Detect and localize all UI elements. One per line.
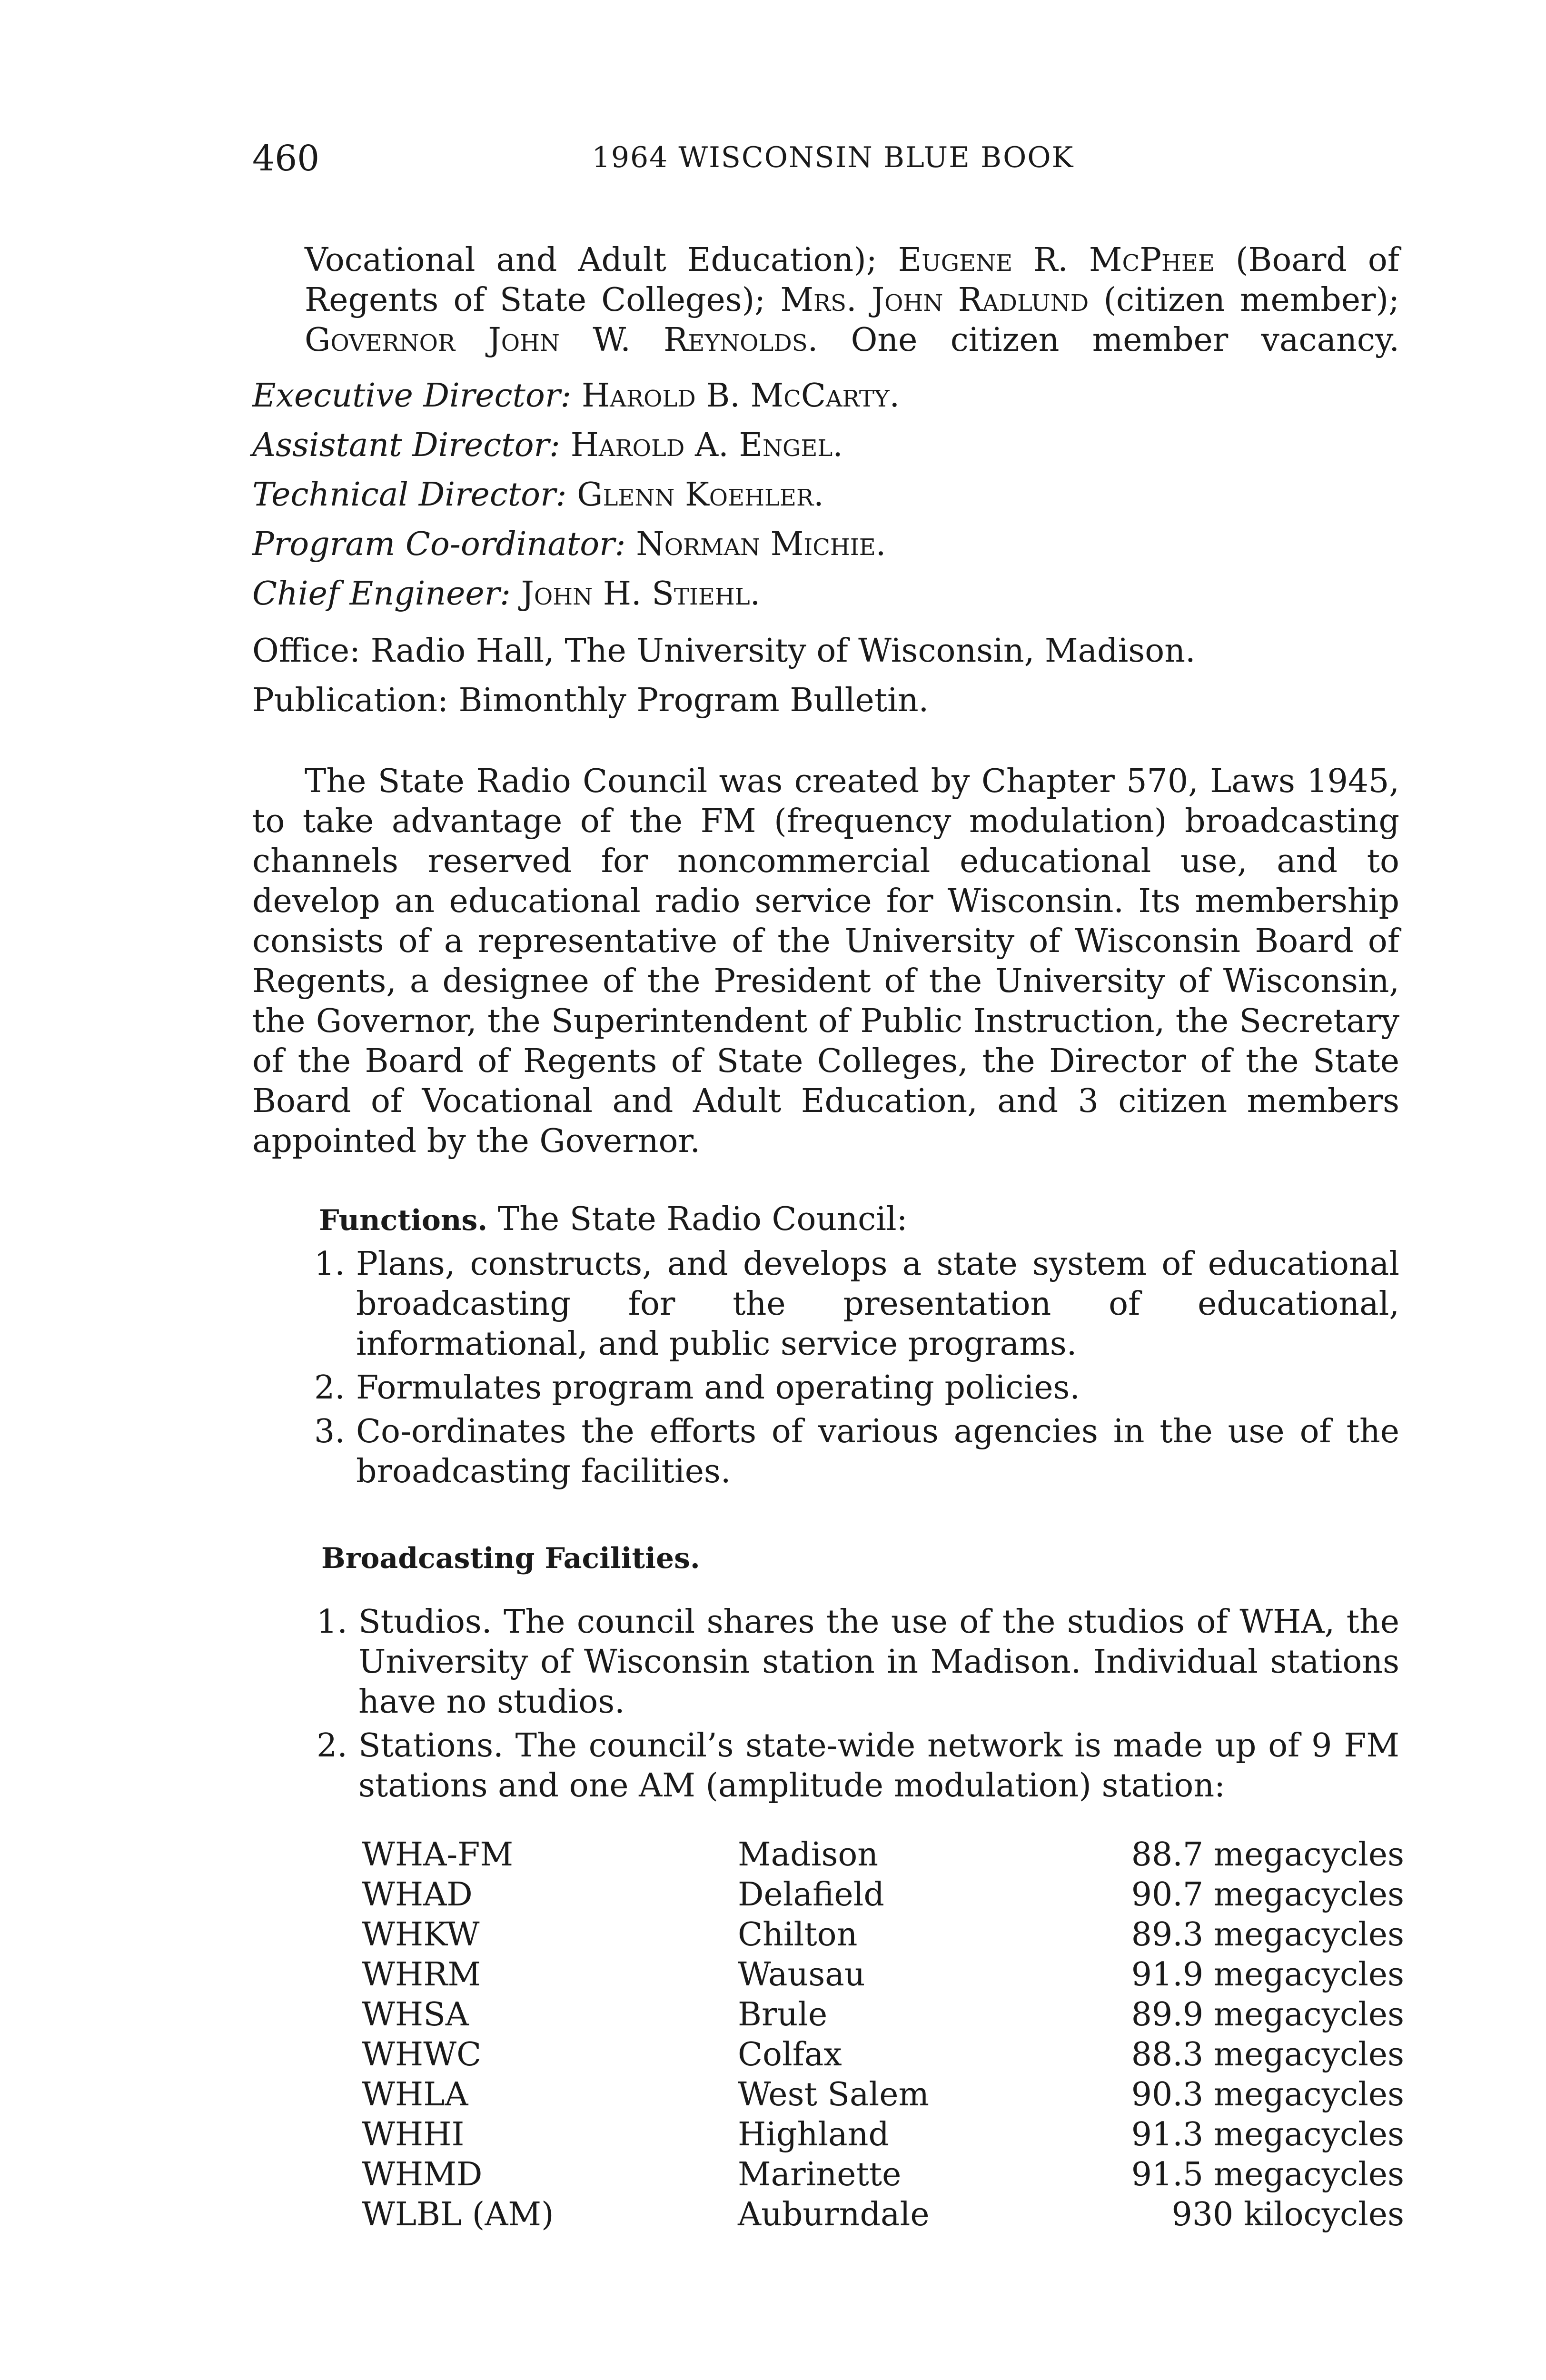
member-name: Mrs. John Radlund — [780, 281, 1089, 319]
station-city: Delafield — [738, 1876, 884, 1914]
station-city: Highland — [738, 2116, 889, 2153]
staff-title: Assistant Director: — [252, 426, 560, 464]
station-frequency: 91.9 megacycles — [1131, 1956, 1404, 1993]
functions-heading-line — [252, 1200, 1399, 1240]
station-city: Brule — [738, 1996, 828, 2033]
item-number: 2. — [314, 1369, 345, 1407]
members-text: . One citizen member vacancy. — [807, 321, 1400, 359]
item-number: 1. — [314, 1245, 345, 1283]
member-name: Governor John W. Reynolds — [305, 321, 808, 359]
members-line-3 — [305, 320, 1399, 360]
staff-entry — [252, 421, 1399, 470]
table-row — [362, 1955, 1404, 1995]
facilities-heading: Broadcasting Facilities. — [321, 1542, 700, 1575]
station-call-sign: WHRM — [362, 1956, 481, 1993]
item-text: Stations. The council’s state-wide network is made up of 9 FM stations and one AM (amplitude modulation) station: — [358, 1727, 1399, 1805]
facilities-list — [252, 1602, 1399, 1806]
station-city: West Salem — [738, 2076, 930, 2113]
station-city: Wausau — [738, 1956, 865, 1993]
page-number: 460 — [252, 138, 320, 179]
functions-list — [252, 1244, 1399, 1492]
station-call-sign: WHHI — [362, 2116, 465, 2153]
station-city: Colfax — [738, 2036, 842, 2073]
members-text: (Board of — [1214, 241, 1399, 279]
members-text: Regents of State Colleges); — [305, 281, 781, 319]
list-item — [317, 1726, 1399, 1806]
station-frequency: 88.7 megacycles — [1131, 1836, 1404, 1874]
station-frequency: 91.5 megacycles — [1131, 2156, 1404, 2193]
station-call-sign: WHWC — [362, 2036, 482, 2073]
description-text: The State Radio Council was created by Chapter 570, Laws 1945, to take advantage of the FM (frequency modulation) broadcasting channels reserved for noncommercial educational use, and to develop an educational radio service for Wisconsin. Its membership consists of a representative of the University of Wisconsin Board of Regents, a designee of the President of the University of Wisconsin, the Governor, the Superintendent of Public Instruction, the Secretary of the Board of Regents of State Colleges, the Director of the State Board of Vocational and Adult Education, and 3 citizen members appointed by the Governor. — [252, 763, 1399, 1160]
station-call-sign: WHMD — [362, 2156, 483, 2193]
item-number: 3. — [314, 1413, 345, 1450]
list-item — [314, 1244, 1399, 1364]
staff-name: John H. Stiehl. — [521, 575, 761, 613]
table-row — [362, 1995, 1404, 2035]
item-number: 1. — [317, 1603, 347, 1641]
staff-entry — [252, 569, 1399, 619]
staff-title: Chief Engineer: — [252, 575, 511, 613]
table-row — [362, 2035, 1404, 2075]
members-text: (citizen member); — [1089, 281, 1399, 319]
station-frequency: 89.9 megacycles — [1131, 1996, 1404, 2033]
table-row — [362, 2075, 1404, 2115]
station-call-sign: WHKW — [362, 1916, 480, 1954]
station-call-sign: WLBL (AM) — [362, 2196, 554, 2233]
staff-name: Harold B. McCarty. — [581, 377, 900, 415]
publication-line: Publication: Bimonthly Program Bulletin. — [252, 682, 929, 719]
table-row — [362, 1875, 1404, 1915]
staff-name: Glenn Koehler. — [577, 476, 824, 514]
table-row — [362, 2155, 1404, 2195]
running-title: 1964 WISCONSIN BLUE BOOK — [592, 141, 1074, 174]
item-text: Studios. The council shares the use of the studios of WHA, the University of Wisconsin station in Madison. Individual stations have no studios. — [358, 1603, 1399, 1721]
functions-section — [252, 1200, 1399, 1492]
list-item — [314, 1412, 1399, 1492]
members-line-1 — [305, 240, 1399, 280]
station-frequency: 930 kilocycles — [1171, 2196, 1404, 2233]
table-row — [362, 2115, 1404, 2155]
station-city: Chilton — [738, 1916, 858, 1954]
staff-entry — [252, 470, 1399, 520]
office-line: Office: Radio Hall, The University of Wisconsin, Madison. — [252, 632, 1196, 670]
staff-entry — [252, 371, 1399, 421]
station-city: Auburndale — [738, 2196, 930, 2233]
list-item — [317, 1602, 1399, 1722]
member-name: Eugene R. McPhee — [898, 241, 1215, 279]
station-call-sign: WHAD — [362, 1876, 473, 1914]
station-frequency: 90.7 megacycles — [1131, 1876, 1404, 1914]
stations-table — [362, 1835, 1404, 2235]
item-number: 2. — [317, 1727, 347, 1765]
station-call-sign: WHA-FM — [362, 1836, 514, 1874]
page-header — [252, 138, 1414, 186]
station-city: Marinette — [738, 2156, 902, 2193]
facilities-section — [252, 1537, 1399, 1806]
staff-entry — [252, 520, 1399, 569]
station-frequency: 88.3 megacycles — [1131, 2036, 1404, 2073]
item-text: Formulates program and operating policies. — [356, 1369, 1080, 1407]
description-paragraph — [252, 762, 1399, 1161]
station-call-sign: WHLA — [362, 2076, 468, 2113]
staff-title: Executive Director: — [252, 377, 572, 415]
functions-intro: The State Radio Council: — [487, 1200, 908, 1238]
station-frequency: 90.3 megacycles — [1131, 2076, 1404, 2113]
facilities-heading-line — [252, 1537, 1399, 1578]
station-call-sign: WHSA — [362, 1996, 469, 2033]
staff-list — [252, 371, 1399, 725]
members-line-2 — [305, 280, 1399, 320]
station-frequency: 89.3 megacycles — [1131, 1916, 1404, 1954]
table-row — [362, 2195, 1404, 2235]
table-row — [362, 1915, 1404, 1955]
table-row — [362, 1835, 1404, 1875]
item-text: Co-ordinates the efforts of various agencies in the use of the broadcasting facilities. — [356, 1413, 1399, 1490]
staff-name: Harold A. Engel. — [570, 426, 843, 464]
staff-title: Program Co-ordinator: — [252, 526, 626, 563]
list-item — [314, 1368, 1399, 1408]
members-continued — [305, 240, 1399, 360]
station-city: Madison — [738, 1836, 879, 1874]
functions-heading: Functions. — [319, 1204, 488, 1237]
staff-name: Norman Michie. — [636, 526, 886, 563]
members-text: Vocational and Adult Education); — [305, 241, 898, 279]
staff-title: Technical Director: — [252, 476, 567, 514]
station-frequency: 91.3 megacycles — [1131, 2116, 1404, 2153]
item-text: Plans, constructs, and develops a state system of educational broadcasting for the presentation of educational, informational, and public service programs. — [356, 1245, 1399, 1363]
